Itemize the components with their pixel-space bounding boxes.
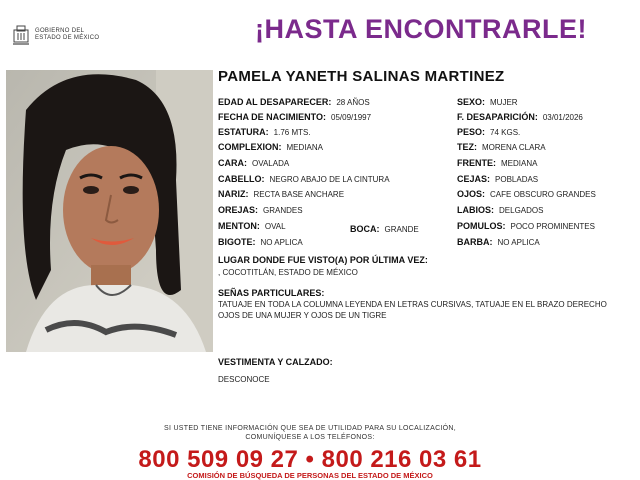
field-label: FECHA DE NACIMIENTO: xyxy=(218,112,326,122)
field-value: MEDIANA xyxy=(501,159,538,168)
field-label: LABIOS: xyxy=(457,205,494,215)
field-sexo xyxy=(457,97,518,108)
field-label: BOCA: xyxy=(350,224,380,234)
lugar-title: LUGAR DONDE FUE VISTO(A) POR ÚLTIMA VEZ: xyxy=(218,255,428,265)
person-photo xyxy=(6,70,213,352)
field-cara xyxy=(218,158,289,169)
field-label: EDAD AL DESAPARECER: xyxy=(218,97,332,107)
field-cejas xyxy=(457,174,538,185)
field-bigote xyxy=(218,237,303,248)
field-complexion xyxy=(218,142,323,153)
logo-line-1: GOBIERNO DEL xyxy=(35,28,85,34)
field-value: OVALADA xyxy=(252,159,290,168)
field-label: TEZ: xyxy=(457,142,477,152)
field-value: GRANDE xyxy=(384,225,419,234)
vestimenta-title: VESTIMENTA Y CALZADO: xyxy=(218,357,333,367)
phone-separator: • xyxy=(305,446,315,473)
field-value: 05/09/1997 xyxy=(331,113,372,122)
commission-name: COMISIÓN DE BÚSQUEDA DE PERSONAS DEL ESTADO DE MÉXICO xyxy=(187,471,433,480)
senas-value: TATUAJE EN TODA LA COLUMNA LEYENDA EN LETRAS CURSIVAS, TATUAJE EN EL BRAZO DERECHO OJOS DE UNA MUJER Y OJOS DE UN TIGRE xyxy=(218,300,607,320)
field-boca xyxy=(350,224,419,235)
field-label: F. DESAPARICIÓN: xyxy=(457,112,538,122)
field-label: SEXO: xyxy=(457,97,486,107)
field-frente xyxy=(457,158,537,169)
vestimenta-value: DESCONOCE xyxy=(218,375,270,384)
person-name: PAMELA YANETH SALINAS MARTINEZ xyxy=(218,68,505,85)
field-menton xyxy=(218,221,286,232)
field-label: CARA: xyxy=(218,158,247,168)
field-tez xyxy=(457,142,546,153)
field-label: FRENTE: xyxy=(457,158,496,168)
field-label: CEJAS: xyxy=(457,174,491,184)
field-orejas xyxy=(218,205,303,216)
field-label: POMULOS: xyxy=(457,221,506,231)
contact-line-2: COMUNÍQUESE A LOS TELÉFONOS: xyxy=(245,434,375,441)
field-label: OREJAS: xyxy=(218,205,259,215)
field-peso xyxy=(457,127,520,138)
field-value: MUJER xyxy=(490,98,518,107)
contact-line-1: SI USTED TIENE INFORMACIÓN QUE SEA DE UTILIDAD PARA SU LOCALIZACIÓN, xyxy=(163,425,457,432)
phone-1: 800 509 09 27 xyxy=(138,446,299,473)
field-value: MEDIANA xyxy=(286,143,323,152)
field-label: ESTATURA: xyxy=(218,127,269,137)
field-value: CAFE OBSCURO GRANDES xyxy=(490,190,596,199)
field-ojos xyxy=(457,189,596,200)
field-value: NEGRO ABAJO DE LA CINTURA xyxy=(269,175,390,184)
field-value: DELGADOS xyxy=(499,206,544,215)
lugar-value: , COCOTITLÁN, ESTADO DE MÉXICO xyxy=(218,268,358,277)
field-value: NO APLICA xyxy=(260,238,303,247)
field-label: CABELLO: xyxy=(218,174,265,184)
headline: ¡HASTA ENCONTRARLE! xyxy=(255,14,587,44)
field-label: PESO: xyxy=(457,127,486,137)
field-value: MORENA CLARA xyxy=(482,143,546,152)
field-value: POCO PROMINENTES xyxy=(510,222,595,231)
field-value: 74 KGS. xyxy=(490,128,521,137)
field-label: COMPLEXION: xyxy=(218,142,282,152)
senas-title: SEÑAS PARTICULARES: xyxy=(218,288,325,298)
field-label: BIGOTE: xyxy=(218,237,256,247)
field-cabello xyxy=(218,174,390,185)
coat-of-arms-icon xyxy=(12,24,30,46)
field-value: NO APLICA xyxy=(497,238,540,247)
field-labios xyxy=(457,205,543,216)
field-estatura xyxy=(218,127,311,138)
field-label: OJOS: xyxy=(457,189,486,199)
logo-line-2: ESTADO DE MÉXICO xyxy=(35,35,100,41)
field-value: RECTA BASE ANCHARE xyxy=(253,190,345,199)
field-value: POBLADAS xyxy=(495,175,539,184)
field-nariz xyxy=(218,189,344,200)
field-label: BARBA: xyxy=(457,237,493,247)
field-label: NARIZ: xyxy=(218,189,249,199)
phone-2: 800 216 03 61 xyxy=(321,446,482,473)
field-desaparicion xyxy=(457,112,583,123)
government-logo xyxy=(12,22,122,48)
field-value: 28 AÑOS xyxy=(336,98,370,107)
field-value: 03/01/2026 xyxy=(542,113,583,122)
field-value: OVAL xyxy=(264,222,286,231)
field-pomulos xyxy=(457,221,595,232)
field-barba xyxy=(457,237,540,248)
phone-numbers xyxy=(0,446,620,474)
field-value: 1.76 MTS. xyxy=(273,128,311,137)
field-value: GRANDES xyxy=(263,206,303,215)
field-nacimiento xyxy=(218,112,371,123)
field-edad xyxy=(218,97,370,108)
field-label: MENTON: xyxy=(218,221,260,231)
